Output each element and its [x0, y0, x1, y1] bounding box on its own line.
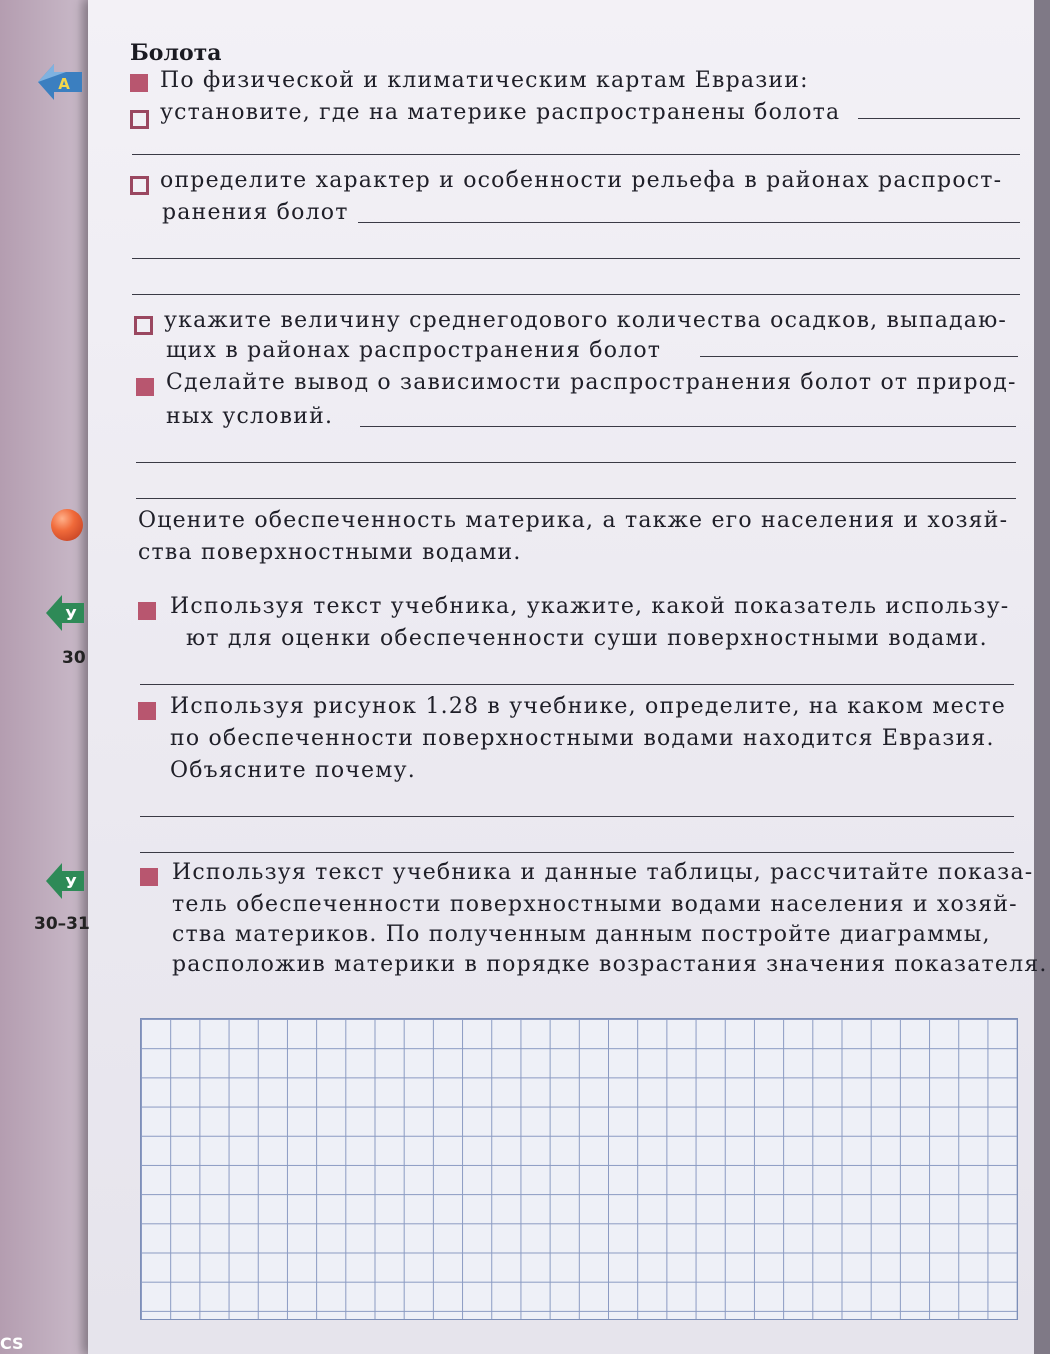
task-square-icon: [138, 602, 156, 620]
answer-line: [132, 154, 1020, 155]
answer-line: [700, 356, 1018, 357]
textbook-page-ref: 30–31: [34, 914, 90, 934]
task1-sub3-line2: щих в районах распространения болот: [166, 338, 662, 363]
task2-line2: ства поверхностными водами.: [138, 540, 522, 565]
right-page-edge: [1034, 0, 1050, 1354]
task2-line1: Оцените обеспеченность материка, а также его населения и хозяй-: [138, 508, 1009, 533]
checkbox-icon: [130, 176, 149, 195]
task1-sub2-line1: определите характер и особенности рельефа в районах распрост-: [160, 168, 1003, 193]
answer-line: [132, 258, 1020, 259]
answer-line: [140, 816, 1014, 817]
answer-line: [858, 118, 1020, 119]
corner-logo: CS: [0, 1334, 24, 1353]
task3-a-line2: ют для оценки обеспеченности суши поверхностными водами.: [186, 626, 988, 651]
task-square-icon: [130, 74, 148, 92]
arrow-a-letter: А: [58, 75, 70, 93]
task4-line3: ства материков. По полученным данным постройте диаграммы,: [172, 922, 991, 947]
answer-line: [360, 426, 1016, 427]
task4-line4: расположив материки в порядке возрастания значения показателя.: [172, 952, 1048, 977]
arrow-u-icon: [44, 592, 86, 634]
task3-b-line2: по обеспеченности поверхностными водами находится Евразия.: [170, 726, 995, 751]
arrow-u-letter: У: [65, 874, 77, 892]
checkbox-icon: [130, 110, 149, 129]
arrow-u-icon: [44, 860, 86, 902]
answer-line: [132, 294, 1020, 295]
task1-conclusion-line1: Сделайте вывод о зависимости распространения болот от природ-: [166, 370, 1017, 395]
task3-a-line1: Используя текст учебника, укажите, какой показатель использу-: [170, 594, 1010, 619]
task4-line1: Используя текст учебника и данные таблицы, рассчитайте показа-: [172, 860, 1034, 885]
task-square-icon: [138, 702, 156, 720]
task1-intro: По физической и климатическим картам Евразии:: [160, 68, 809, 93]
answer-line: [136, 498, 1016, 499]
arrow-u-letter: У: [65, 606, 77, 624]
answer-line: [136, 462, 1016, 463]
section-title: Болота: [130, 40, 222, 66]
task1-sub1: установите, где на материке распространены болота: [160, 100, 841, 125]
task1-conclusion-line2: ных условий.: [166, 404, 334, 429]
textbook-page-ref: 30: [62, 648, 86, 668]
task3-b-line1: Используя рисунок 1.28 в учебнике, определите, на каком месте: [170, 694, 1007, 719]
task1-sub2-line2: ранения болот: [162, 200, 349, 225]
task4-line2: тель обеспеченности поверхностными водами населения и хозяй-: [172, 892, 1018, 917]
checkbox-icon: [134, 316, 153, 335]
task-square-icon: [136, 378, 154, 396]
answer-line: [358, 222, 1020, 223]
task1-sub3-line1: укажите величину среднегодового количества осадков, выпадаю-: [164, 308, 1008, 333]
arrow-a-icon: [36, 62, 86, 102]
orange-ball-icon: [51, 509, 83, 541]
answer-line: [140, 684, 1014, 685]
task-square-icon: [140, 868, 158, 886]
graph-paper-grid[interactable]: [140, 1018, 1018, 1320]
task3-b-line3: Объясните почему.: [170, 758, 416, 783]
answer-line: [140, 852, 1014, 853]
